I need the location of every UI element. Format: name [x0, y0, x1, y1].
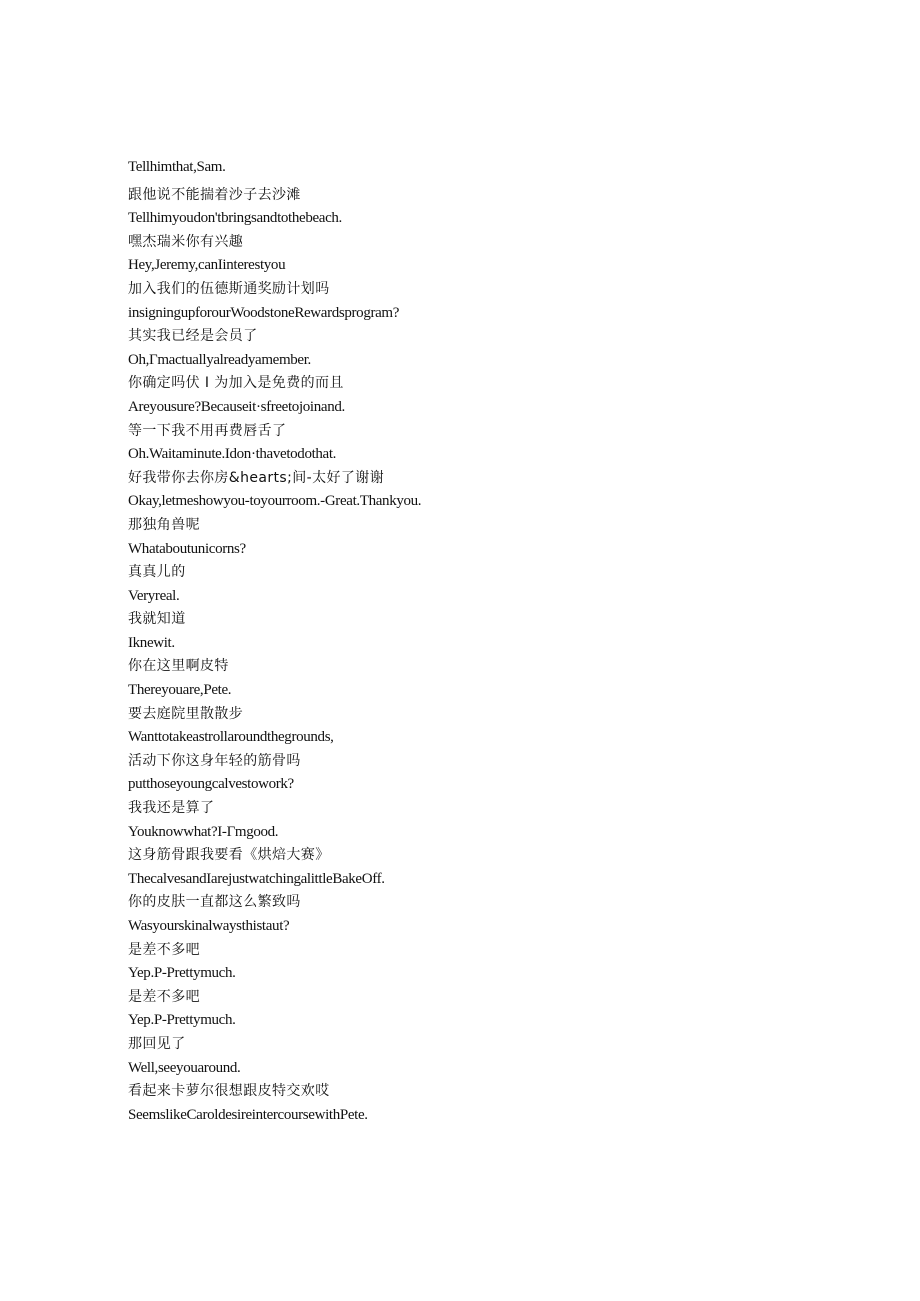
transcript-line: Yep.P-Prettymuch.: [128, 965, 236, 982]
transcript-line: 你的皮肤一直都这么繁致吗: [128, 894, 301, 911]
transcript-line: Hey,Jeremy,canIinterestyou: [128, 257, 286, 274]
transcript-line: 要去庭院里散散步: [128, 705, 244, 722]
transcript-line: 其实我已经是会员了: [128, 328, 258, 345]
transcript-line: 我我还是算了: [128, 800, 215, 817]
transcript-line: Youknowwhat?I-Γmgood.: [128, 823, 279, 840]
subtitle-transcript: [128, 156, 848, 1127]
transcript-line: Iknewit.: [128, 634, 175, 651]
transcript-line: 我就知道: [128, 611, 186, 628]
transcript-line: 是差不多吧: [128, 941, 200, 958]
transcript-line: Wasyourskinalwaysthistaut?: [128, 918, 290, 934]
transcript-line: 这身筋骨跟我要看《烘焙大赛》: [128, 847, 330, 864]
transcript-line: Areyousure?Becauseit·sfreetojoinand.: [128, 398, 345, 415]
transcript-line: 真真儿的: [128, 564, 186, 581]
transcript-line: 你在这里啊皮特: [128, 658, 229, 675]
transcript-line: 跟他说不能揣着沙子去沙滩: [128, 186, 301, 203]
transcript-line: 看起来卡萝尔很想跟皮特交欢哎: [128, 1083, 330, 1100]
transcript-line: ThecalvesandIarejustwatchingalittleBakeOff.: [128, 870, 385, 887]
transcript-line: 等一下我不用再费唇舌了: [128, 422, 287, 439]
transcript-line: Thereyouare,Pete.: [128, 682, 232, 699]
transcript-line: SeemslikeCaroldesireintercoursewithPete.: [128, 1106, 368, 1123]
transcript-line: Veryreal.: [128, 587, 180, 604]
transcript-line: 你确定吗伏 I 为加入是免费的而且: [128, 375, 344, 392]
transcript-line: Well,seeyouaround.: [128, 1059, 241, 1076]
transcript-line: Okay,letmeshowyou-toyourroom.-Great.Thankyou.: [128, 493, 422, 510]
transcript-line: 那回见了: [128, 1035, 186, 1052]
transcript-line: 活动下你这身年轻的筋骨吗: [128, 752, 301, 769]
transcript-line: 加入我们的伍德斯通奖励计划吗: [128, 280, 330, 297]
transcript-line: 那独角兽呢: [128, 516, 200, 533]
transcript-line: insigningupforourWoodstoneRewardsprogram?: [128, 304, 400, 321]
transcript-line: Tellhimyoudon'tbringsandtothebeach.: [128, 210, 342, 227]
transcript-line: putthoseyoungcalvestowork?: [128, 776, 294, 793]
transcript-line: Oh,Γmactuallyalreadyamember.: [128, 351, 311, 368]
transcript-line: 嘿杰瑞米你有兴趣: [128, 233, 244, 250]
transcript-line: 是差不多吧: [128, 988, 200, 1005]
transcript-line: Whataboutunicorns?: [128, 540, 246, 557]
transcript-line: Tellhimthat,Sam.: [128, 159, 226, 175]
transcript-line: Wanttotakeastrollaroundthegrounds,: [128, 729, 334, 746]
transcript-line: 好我带你去你房&hearts;间-太好了谢谢: [128, 469, 385, 486]
transcript-line: Oh.Waitaminute.Idon·thavetodothat.: [128, 446, 337, 463]
transcript-line: Yep.P-Prettymuch.: [128, 1012, 236, 1029]
